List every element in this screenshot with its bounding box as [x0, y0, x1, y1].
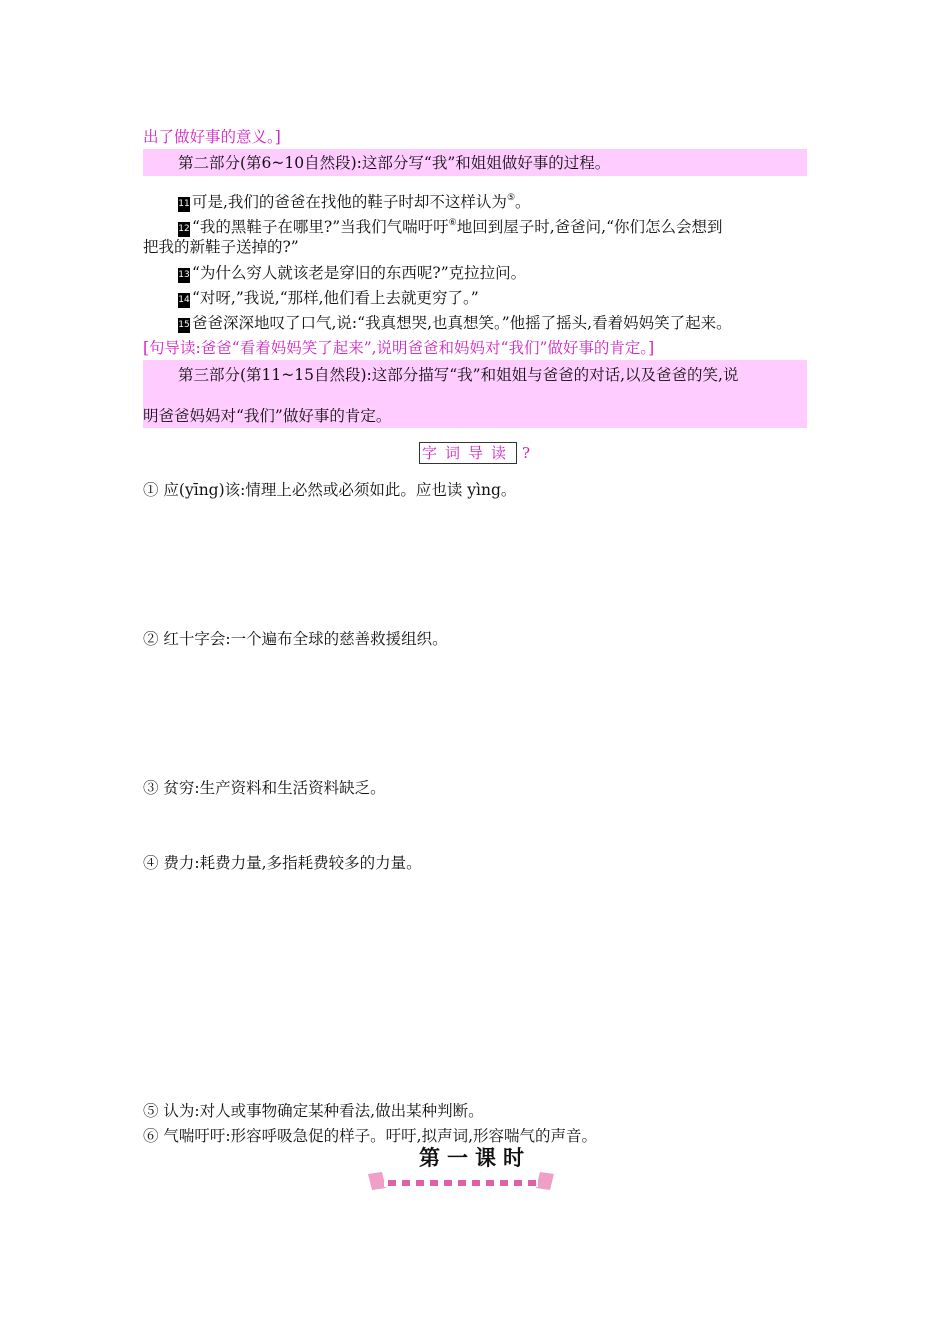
part2-summary: 第二部分(第6~10自然段):这部分写“我”和姐姐做好事的过程。	[178, 154, 611, 172]
paragraph-text: 爸爸深深地叹了口气,说:“我真想哭,也真想笑。”他摇了摇头,看着妈妈笑了起来。	[192, 314, 732, 332]
paragraph-12-line2: 把我的新鞋子送掉的?”	[143, 238, 299, 256]
footnote-ref: ⑤	[506, 193, 516, 203]
paragraph-14	[178, 287, 479, 309]
vocab-item-1: ① 应(yīng)该:情理上必然或必须如此。应也读 yìng。	[143, 481, 517, 499]
paragraph-15	[178, 312, 732, 334]
paragraph-text-end: 。	[515, 193, 531, 211]
vocab-section-mark: ?	[522, 444, 531, 462]
vocab-item-6: ⑥ 气喘吁吁:形容呼吸急促的样子。吁吁,拟声词,形容喘气的声音。	[143, 1127, 598, 1145]
vocab-item-4: ④ 费力:耗费力量,多指耗费较多的力量。	[143, 854, 422, 872]
vocab-section-title: 字词导读	[419, 442, 517, 464]
paragraph-number: 11	[178, 197, 190, 212]
paragraph-12	[178, 212, 723, 238]
vocab-item-5: ⑤ 认为:对人或事物确定某种看法,做出某种判断。	[143, 1102, 484, 1120]
paragraph-number: 15	[178, 318, 190, 333]
vocab-item-2: ② 红十字会:一个遍布全球的慈善救援组织。	[143, 630, 448, 648]
vocab-item-3: ③ 贫穷:生产资料和生活资料缺乏。	[143, 779, 386, 797]
top-note: 出了做好事的意义。]	[143, 128, 281, 146]
paragraph-text: 可是,我们的爸爸在找他的鞋子时却不这样认为	[192, 193, 507, 211]
part3-summary-line1: 第三部分(第11~15自然段):这部分描写“我”和姐姐与爸爸的对话,以及爸爸的笑,说	[178, 366, 739, 384]
guide-note: [句导读:爸爸“看着妈妈笑了起来”,说明爸爸和妈妈对“我们”做好事的肯定。]	[143, 339, 655, 357]
footnote-ref: ⑥	[448, 218, 457, 228]
paragraph-number: 12	[178, 222, 190, 237]
ribbon-decoration-icon	[366, 1170, 556, 1194]
paragraph-text: “对呀,”我说,“那样,他们看上去就更穷了。”	[192, 289, 479, 307]
lesson-title: 第一课时	[419, 1146, 531, 1170]
paragraph-text: “我的黑鞋子在哪里?”当我们气喘吁吁	[192, 218, 449, 236]
paragraph-text: “为什么穷人就该老是穿旧的东西呢?”克拉拉问。	[192, 264, 527, 282]
paragraph-number: 14	[178, 293, 190, 308]
paragraph-11	[178, 187, 531, 213]
paragraph-number: 13	[178, 268, 190, 283]
part3-summary-line2: 明爸爸妈妈对“我们”做好事的肯定。	[143, 407, 392, 425]
paragraph-13	[178, 262, 526, 284]
paragraph-text-cont: 地回到屋子时,爸爸问,“你们怎么会想到	[456, 218, 723, 236]
